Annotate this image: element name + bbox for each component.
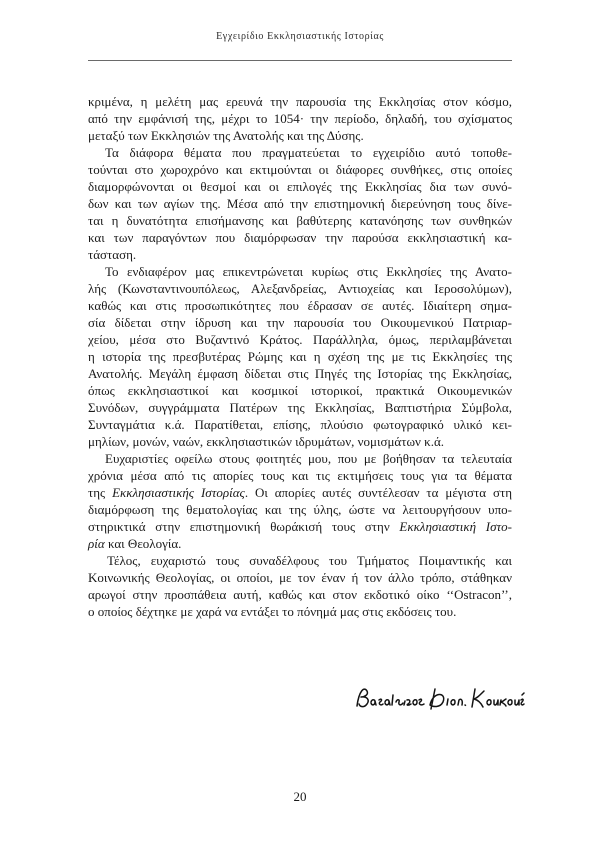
text-line: αρωγοί στην προσπάθεια αυτή, καθώς και στον εκδοτικό οίκο ‘‘Ostracon’’, xyxy=(88,587,512,602)
text-line: τούνται στο χωροχρόνο και εκτιμούνται οι διάφορες συνθήκες, στις οποίες xyxy=(88,162,512,177)
text-line: διαμορφώνονται οι θεσμοί και οι επιλογές της Εκκλησίας δια των συνό- xyxy=(88,179,512,194)
text-line: Συνόδων, συγγράμματα Πατέρων της Εκκλησίας, Βαπτιστήρια Σύμβολα, xyxy=(88,400,512,415)
text-line xyxy=(88,484,512,501)
text-line: ται η δυνατότητα επισήμανσης και βαθύτερης κατανόησης των συνθηκών xyxy=(88,213,512,228)
text-line: Κοινωνικής Θεολογίας, οι οποίοι, με τον έναν ή τον άλλο τρόπο, στάθηκαν xyxy=(88,570,512,585)
text-line: Ευχαριστίες οφείλω στους φοιτητές μου, που με βοήθησαν τα τελευταία xyxy=(105,451,512,466)
text-line: η ιστορία της πρεσβυτέρας Ρώμης και η σχέση της με τις Εκκλησίες της xyxy=(88,349,512,364)
text-line: χείου, μέσα στο Βυζαντινό Κράτος. Παράλληλα, όμως, περιλαμβάνεται xyxy=(88,332,512,347)
text-line: Τα διάφορα θέματα που πραγματεύεται το εγχειρίδιο αυτό τοποθε- xyxy=(105,145,512,160)
signature-drawing xyxy=(355,683,525,713)
text-line: Τέλος, ευχαριστώ τους συναδέλφους του Τμήματος Ποιμαντικής και xyxy=(107,553,512,568)
paragraph xyxy=(88,450,512,552)
text-line: τάσταση. xyxy=(88,247,137,262)
running-header: Εγχειρίδιο Εκκλησιαστικής Ιστορίας xyxy=(216,31,384,42)
text-line: από την εμφάνισή της, μέχρι το 1054· την περίοδο, δηλαδή, του σχίσματος xyxy=(88,111,512,126)
text-line xyxy=(88,518,512,535)
text-line: Ανατολής. Μεγάλη έμφαση δίδεται στις Πηγές της Ιστορίας της Εκκλησίας, xyxy=(88,366,512,381)
text-line: ο οποίος δέχτηκε με χαρά να εντάξει το πόνημά μας στις εκδόσεις του. xyxy=(88,604,457,619)
paragraph xyxy=(88,93,512,144)
paragraph xyxy=(88,552,512,620)
text-line: μεταξύ των Εκκλησιών της Ανατολής και της Δύσης. xyxy=(88,128,364,143)
text-line: Συνταγμάτια κ.ά. Παρατίθεται, επίσης, πλούσιο φωτογραφικό υλικό κει- xyxy=(88,417,512,432)
text-segment: στηρικτικά στην επιστημονική θωράκισή τους στην xyxy=(88,519,400,534)
text-line: Το ενδιαφέρον μας επικεντρώνεται κυρίως στις Εκκλησίες της Ανατο- xyxy=(105,264,512,279)
text-line: σία δίδεται στην ίδρυση και την παρουσία του Οικουμενικού Πατριαρ- xyxy=(88,315,512,330)
italic-title: ρία xyxy=(88,536,105,551)
paragraph xyxy=(88,263,512,450)
text-line: μηλίων, μονών, ναών, εκκλησιαστικών ιδρυμάτων, νομισμάτων κ.ά. xyxy=(88,434,445,449)
body-text xyxy=(88,93,512,620)
header-rule xyxy=(88,60,512,61)
text-segment: . Οι απορίες αυτές συντέλεσαν τα μέγιστα στη xyxy=(244,485,512,500)
text-line: κριμένα, η μελέτη μας ερευνά την παρουσία της Εκκλησίας στον κόσμο, xyxy=(88,94,512,109)
text-line: λής (Κωνσταντινουπόλεως, Αλεξανδρείας, Αντιοχείας και Ιεροσολύμων), xyxy=(88,281,512,296)
text-line: καθώς και στις προσωπικότητες που έδρασαν σε αυτές. Ιδιαίτερη σημα- xyxy=(88,298,512,313)
text-line xyxy=(88,535,512,552)
text-line: όπως εκκλησιαστικοί και κοσμικοί ιστορικοί, πρακτικά Οικουμενικών xyxy=(88,383,512,398)
text-line: διαμόρφωση της θεματολογίας και της ύλης, ώστε να λειτουργήσουν υπο- xyxy=(88,502,512,517)
author-signature xyxy=(355,683,525,713)
page-number: 20 xyxy=(293,789,307,804)
text-segment: και Θεολογία. xyxy=(104,536,182,551)
text-line: χρόνια μέσα από τις απορίες τους και τις εκτιμήσεις τους για τα θέματα xyxy=(88,468,512,483)
text-segment: της xyxy=(88,485,113,500)
italic-title: Εκκλησιαστικής Ιστορίας xyxy=(112,485,245,500)
text-line: δων και των αγίων της. Μέσα από την επιστημονική διερεύνηση τους δίνε- xyxy=(88,196,512,211)
italic-title: Εκκλησιαστική Ιστο- xyxy=(399,519,512,534)
text-line: και των παραγόντων που διαμόρφωσαν την παρούσα εκκλησιαστική κα- xyxy=(88,230,512,245)
paragraph xyxy=(88,144,512,263)
